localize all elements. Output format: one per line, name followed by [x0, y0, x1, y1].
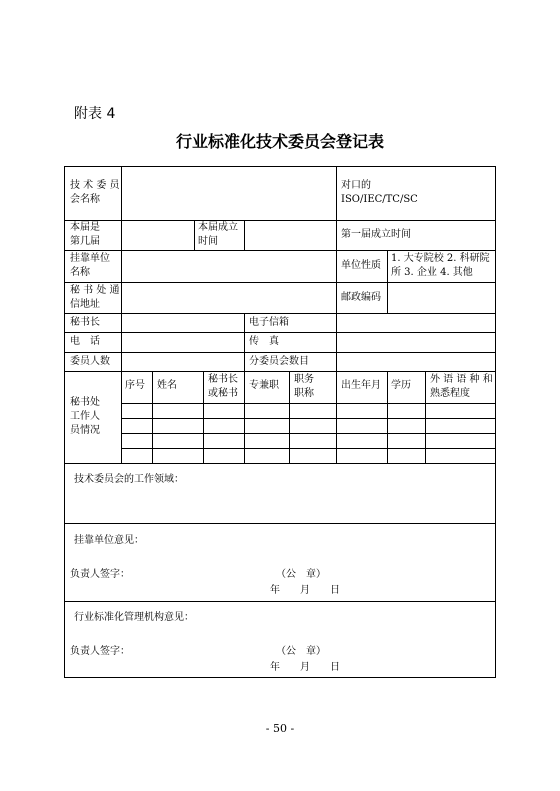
work-scope-label: 技术委员会的工作领域：	[74, 474, 184, 485]
date-label: 年 月 日	[270, 585, 340, 596]
col-language-header: 外 语 语 种 和 熟悉程度	[430, 374, 493, 399]
phone-label: 电 话	[70, 336, 100, 347]
admin-opinion-label: 行业标准化管理机构意见：	[74, 612, 194, 623]
staff-section-label: 秘书处 工作人 员情况	[70, 397, 100, 436]
secretariat-address-label: 秘 书 处 通 信地址	[70, 285, 120, 310]
seal-label: （公 章）	[276, 569, 326, 580]
col-fulltime-header: 专兼职	[249, 380, 279, 391]
page-number: - 50 -	[265, 722, 295, 735]
subcommittee-count-label: 分委员会数目	[249, 356, 309, 367]
col-role-header: 秘书长 或秘书	[208, 374, 238, 399]
date-label-2: 年 月 日	[270, 662, 340, 673]
session-label: 本届是 第几届	[70, 222, 100, 247]
unit-nature-options: 1. 大专院校 2. 科研院 所 3. 企业 4. 其他	[391, 253, 490, 278]
member-count-label: 委员人数	[70, 356, 110, 367]
unit-nature-label: 单位性质	[341, 260, 381, 271]
signature-label: 负责人签字：	[70, 569, 130, 580]
first-established-label: 第一届成立时间	[341, 229, 411, 240]
col-no-header: 序号	[125, 380, 145, 391]
seal-label-2: （公 章）	[276, 646, 326, 657]
postcode-label: 邮政编码	[341, 292, 381, 303]
established-label: 本届成立 时间	[198, 222, 238, 247]
signature-label-2: 负责人签字：	[70, 646, 130, 657]
committee-name-label: 技 术 委 员 会名称	[70, 180, 120, 205]
col-birth-header: 出生年月	[341, 380, 381, 391]
col-education-header: 学历	[391, 380, 411, 391]
col-position-header: 职务 职称	[294, 374, 314, 399]
fax-label: 传 真	[249, 336, 279, 347]
col-name-header: 姓名	[157, 380, 177, 391]
secretary-general-label: 秘书长	[70, 317, 100, 328]
corresponding-tc-label: 对口的 ISO/IEC/TC/SC	[341, 180, 418, 205]
host-opinion-label: 挂靠单位意见：	[74, 535, 144, 546]
host-unit-label: 挂靠单位 名称	[70, 253, 110, 278]
appendix-label: 附表 4	[74, 106, 116, 122]
form-title: 行业标准化技术委员会登记表	[175, 132, 384, 151]
email-label: 电子信箱	[249, 317, 289, 328]
